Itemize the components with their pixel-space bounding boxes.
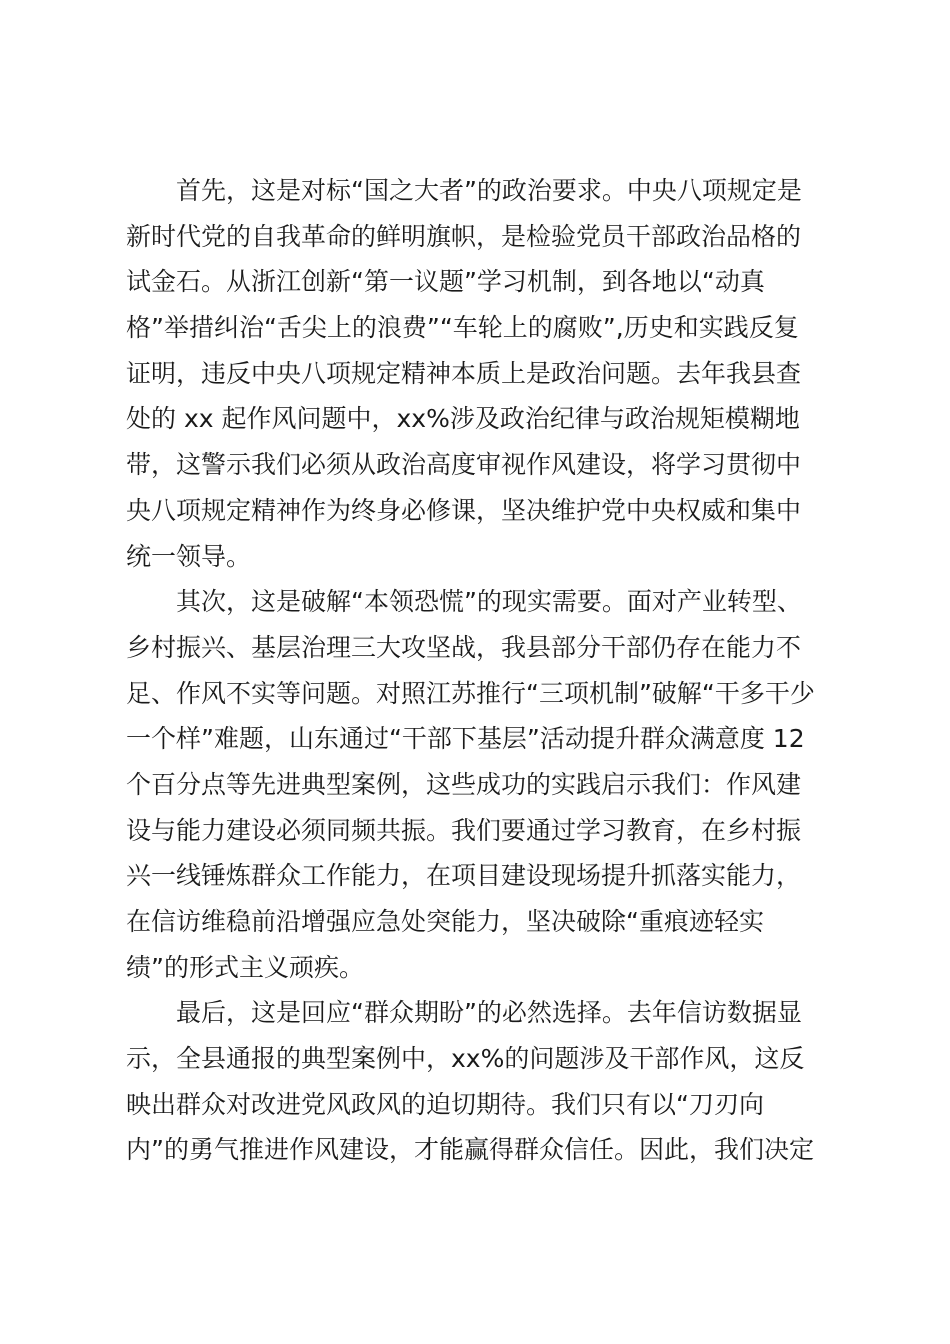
paragraph-line: 其次，这是破解“本领恐慌”的现实需要。面对产业转型、 (176, 587, 802, 617)
paragraph-line: 足、作风不实等问题。对照江苏推行“三项机制”破解“干多干少 (126, 678, 815, 708)
paragraph-line: 统一领导。 (126, 541, 252, 571)
paragraph-line: 证明，违反中央八项规定精神本质上是政治问题。去年我县查 (126, 358, 802, 388)
paragraph-line: 设与能力建设必须同频共振。我们要通过学习教育，在乡村振 (126, 815, 802, 845)
paragraph-line: 格”举措纠治“舌尖上的浪费”“车轮上的腐败”,历史和实践反复 (126, 313, 799, 343)
paragraph-line: 央八项规定精神作为终身必修课，坚决维护党中央权威和集中 (126, 495, 802, 525)
paragraph-line: 个百分点等先进典型案例，这些成功的实践启示我们：作风建 (126, 769, 802, 799)
paragraph-line: 一个样”难题，山东通过“干部下基层”活动提升群众满意度 12 (126, 724, 805, 754)
paragraph-line: 乡村振兴、基层治理三大攻坚战，我县部分干部仍存在能力不 (126, 632, 802, 662)
body-text (126, 168, 826, 1173)
paragraph-line: 在信访维稳前沿增强应急处突能力，坚决破除“重痕迹轻实 (126, 907, 764, 936)
paragraph-line: 试金石。从浙江创新“第一议题”学习机制，到各地以“动真 (126, 267, 765, 297)
paragraph-line: 最后，这是回应“群众期盼”的必然选择。去年信访数据显 (176, 998, 802, 1028)
paragraph-line: 映出群众对改进党风政风的迫切期待。我们只有以“刀刃向 (126, 1089, 764, 1119)
paragraph-line: 兴一线锤炼群众工作能力，在项目建设现场提升抓落实能力， (126, 861, 802, 891)
paragraph-line: 内”的勇气推进作风建设，才能赢得群众信任。因此，我们决定 (126, 1135, 814, 1165)
paragraph-line: 带，这警示我们必须从政治高度审视作风建设，将学习贯彻中 (126, 450, 802, 480)
paragraph-line: 绩”的形式主义顽疾。 (126, 952, 364, 982)
paragraph-line: 新时代党的自我革命的鲜明旗帜，是检验党员干部政治品格的 (126, 221, 802, 251)
paragraph-line: 处的 xx 起作风问题中，xx%涉及政治纪律与政治规矩模糊地 (126, 404, 800, 434)
paragraph-line: 示，全县通报的典型案例中，xx%的问题涉及干部作风，这反 (126, 1044, 805, 1074)
paragraph-line: 首先，这是对标“国之大者”的政治要求。中央八项规定是 (176, 176, 802, 205)
